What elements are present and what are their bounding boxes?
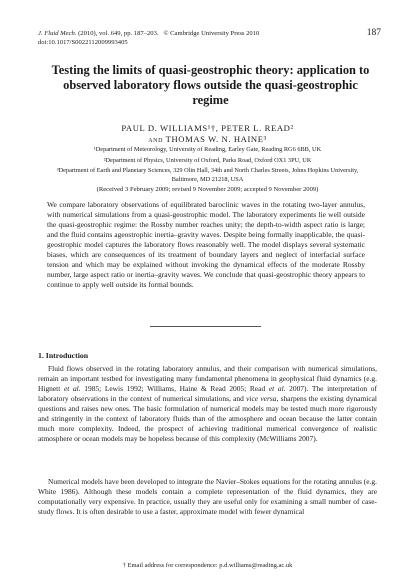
author-line-2: and THOMAS W. N. HAINE³ — [148, 134, 267, 144]
volume-pages: (2010), vol. 649, pp. 187–203. — [78, 30, 159, 37]
abstract: We compare laboratory observations of equilibrated baroclinic waves in the rotating two-layer annulus, with numerical simulations from a quasi-geostrophic model. The laboratory experiments lie well outside the quasi-geostrophic regime: the Rossby number reaches unity; the depth-to-width aspect ratio is large; and the fluid contains ageostrophic inertia–gravity waves. Despite being formally inapplicable, the quasi-geostrophic model captures the laboratory flows reasonably well. The model displays several systematic biases, which are consequences of its treatment of boundary layers and neglect of interfacial surface tension and which may be explained without invoking the dynamical effects of the moderate Rossby number, large aspect ratio or inertia–gravity waves. We conclude that quasi-geostrophic theory appears to continue to apply well outside its formal bounds. — [47, 200, 365, 289]
running-header — [38, 28, 381, 47]
p1-etal-2: et al. — [268, 384, 286, 394]
p1-text-a: Fluid flows observed in the rotating laboratory annulus, and their comparison with numerical simulations, remain an important testbed for investigating many fundamental phenomena in geophysical fluid dynamics (e.g. Hignett — [38, 364, 377, 394]
p2-text: Numerical models have been developed to integrate the Navier–Stokes equations for the rotating annulus (e.g. White 1986). Although these models contain a complete representation of the fluid dynamics, they are computationally very expensive. In practice, usually they are useful only for examining a small number of case-study flows. It is often desirable to use a faster, approximate model with fewer dynamical — [38, 477, 377, 517]
doi-line: doi:10.1017/S0022112009993405 — [38, 39, 128, 46]
correspondence-footnote: † Email address for correspondence: p.d.williams@reading.ac.uk — [122, 562, 293, 569]
affiliations — [46, 146, 369, 186]
author-list — [38, 123, 377, 145]
author-line-1: PAUL D. WILLIAMS¹†, PETER L. READ² — [121, 123, 294, 133]
page-number: 187 — [366, 28, 381, 38]
affiliation-3: ³Department of Earth and Planetary Sciences, 329 Olin Hall, 34th and North Charles Streets, Johns Hopkins University, Baltimore, MD 21218, USA — [56, 167, 359, 183]
citation-line — [38, 29, 377, 38]
copyright-notice: © Cambridge University Press 2010 — [163, 30, 260, 37]
section-heading: 1. Introduction — [38, 351, 89, 360]
intro-paragraph-2 — [38, 477, 377, 517]
p1-text-d: , sharpens the existing dynamical questions and raises new ones. The basic formulation of numerical models may be tested much more rigorously and stringently in the context of laboratory fluids than of the atmosphere and ocean because the latter contain much more complexity. Indeed, the prospect of achieving traditional numerical convergence of realistic atmosphere or ocean models may be hopeless because of this complexity (McWilliams 2007). — [38, 394, 377, 444]
p1-text-b: 1985; Lewis 1992; Williams, Haine & Read 2005; Read — [80, 384, 269, 394]
affiliation-2: ²Department of Physics, University of Oxford, Parks Road, Oxford OX1 3PU, UK — [103, 156, 312, 164]
abstract-divider — [150, 326, 261, 327]
journal-name: J. Fluid Mech. — [38, 30, 77, 37]
affiliation-1: ¹Department of Meteorology, University of Reading, Earley Gate, Reading RG6 6BB, UK — [93, 146, 322, 153]
p1-vice-versa: vice versa — [246, 394, 277, 404]
paper-title: Testing the limits of quasi-geostrophic theory: application to observed laboratory flows outside the quasi-geostrophic regime — [51, 63, 370, 107]
p1-etal-1: et al. — [63, 384, 81, 394]
received-dates: (Received 3 February 2009; revised 9 November 2009; accepted 9 November 2009) — [96, 186, 319, 193]
p1-text-c: 2007). The interpretation of laboratory observations in the context of numerical simulations, and — [38, 384, 377, 404]
intro-paragraph-1 — [38, 364, 377, 444]
